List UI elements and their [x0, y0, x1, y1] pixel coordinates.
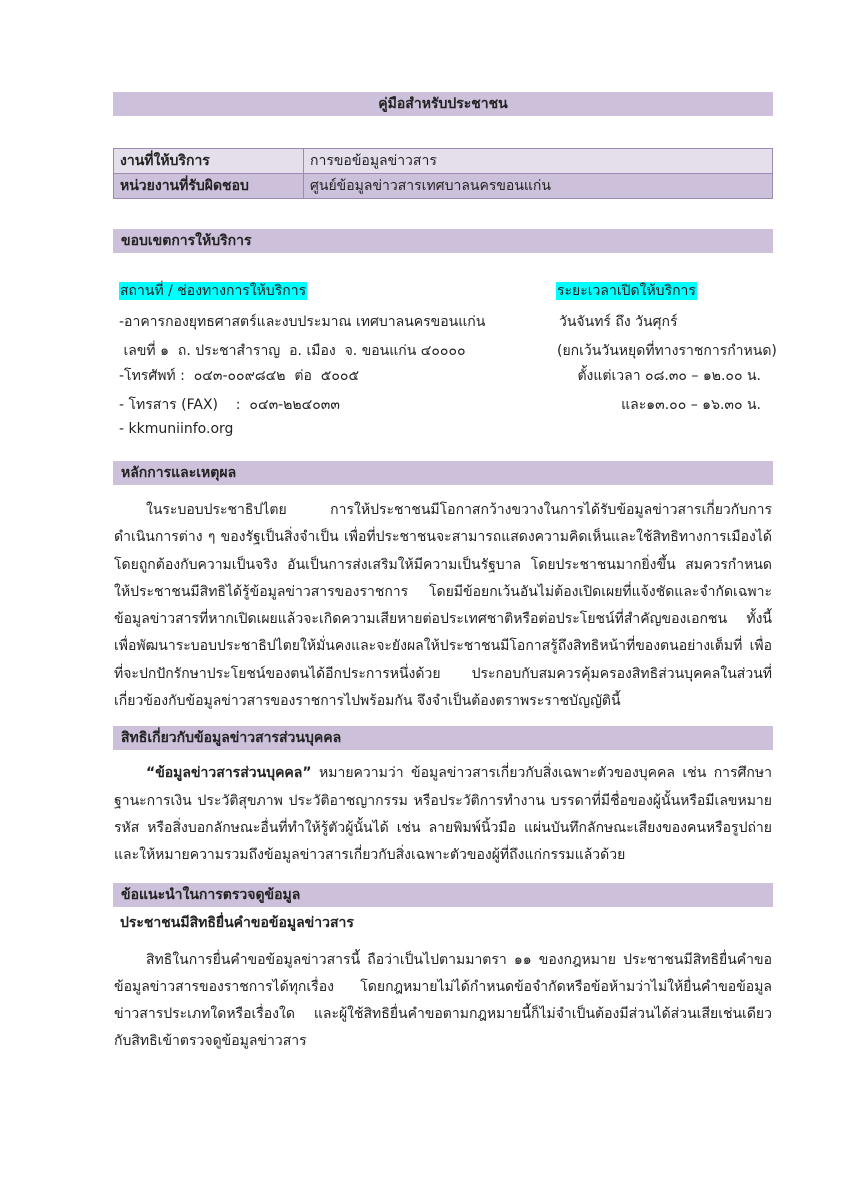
personal-heading: สิทธิเกี่ยวกับข้อมูลข่าวสารส่วนบุคคล [113, 726, 773, 750]
hours-line: (ยกเว้นวันหยุดที่ทางราชการกำหนด) [557, 343, 777, 359]
advice-text: สิทธิในการยื่นคำขอข้อมูลข่าวสารนี้ ถือว่าเป็นไปตามมาตรา ๑๑ ของกฎหมาย ประชาชนมีสิทธิยื่นคำขอข้อมูลข่าวสารของราชการได้ทุกเรื่อง โดยกฎหมายไม่ได้กำหนดข้อจำกัดหรือข้อห้ามว่าไม่ให้ยื่นคำขอข้อมูลข่าวสารประเภทใดหรือเรื่องใด และผู้ใช้สิทธิยื่นคำขอตามกฎหมายนี้ก็ไม่จำเป็นต้องมีส่วนได้ส่วนเสียเช่นเดียวกับสิทธิเข้าตรวจดูข้อมูลข่าวสาร [114, 951, 772, 1050]
personal-paragraph [113, 760, 773, 869]
document-title: คู่มือสำหรับประชาชน [113, 92, 773, 116]
location-line: - kkmuniinfo.org [119, 421, 234, 437]
location-line: -อาคารกองยุทธศาสตร์และงบประมาณ เทศบาลนครขอนแก่น [119, 314, 486, 330]
location-line: เลขที่ ๑ ถ. ประชาสำราญ อ. เมือง จ. ขอนแก่น ๔๐๐๐๐ [119, 343, 466, 359]
personal-term: “ข้อมูลข่าวสารส่วนบุคคล” [146, 765, 312, 782]
service-label: งานที่ให้บริการ [114, 149, 304, 174]
advice-heading: ข้อแนะนำในการตรวจดูข้อมูล [113, 883, 773, 907]
agency-row [114, 174, 773, 199]
service-info-table [113, 148, 773, 199]
document-page [113, 92, 777, 1056]
scope-columns [113, 280, 777, 450]
agency-label: หน่วยงานที่รับผิดชอบ [114, 174, 304, 199]
service-value: การขอข้อมูลข่าวสาร [304, 149, 773, 174]
location-line: -โทรศัพท์ : ๐๔๓-๐๐๙๘๔๒ ต่อ ๕๐๐๕ [119, 368, 360, 384]
hours-heading: ระยะเวลาเปิดให้บริการ [557, 283, 696, 299]
service-row [114, 149, 773, 174]
principles-heading: หลักการและเหตุผล [113, 461, 773, 485]
location-heading: สถานที่ / ช่องทางการให้บริการ [120, 283, 307, 299]
advice-subheading: ประชาชนมีสิทธิยื่นคำขอข้อมูลข่าวสาร [120, 914, 354, 931]
hours-line: วันจันทร์ ถึง วันศุกร์ [559, 314, 678, 330]
principles-text: ในระบอบประชาธิปไตย การให้ประชาชนมีโอกาสกว้างขวางในการได้รับข้อมูลข่าวสารเกี่ยวกับการดำเนินการต่าง ๆ ของรัฐเป็นสิ่งจำเป็น เพื่อที่ประชาชนจะสามารถแสดงความคิดเห็นและใช้สิทธิทางการเมืองได้โดยถูกต้องกับความเป็นจริง อันเป็นการส่งเสริมให้มีความเป็นรัฐบาล โดยประชาชนมากยิ่งขึ้น สมควรกำหนดให้ประชาชนมีสิทธิได้รู้ข้อมูลข่าวสารของราชการ โดยมีข้อยกเว้นอันไม่ต้องเปิดเผยที่แจ้งชัดและจำกัดเฉพาะข้อมูลข่าวสารที่หากเปิดเผยแล้วจะเกิดความเสียหายต่อประเทศชาติหรือต่อประโยชน์ที่สำคัญของเอกชน ทั้งนี้ เพื่อพัฒนาระบอบประชาธิปไตยให้มั่นคงและจะยังผลให้ประชาชนมีโอกาสรู้ถึงสิทธิหน้าที่ของตนอย่างเต็มที่ เพื่อที่จะปกปักรักษาประโยชน์ของตนได้อีกประการหนึ่งด้วย ประกอบกับสมควรคุ้มครองสิทธิส่วนบุคคลในส่วนที่เกี่ยวข้องกับข้อมูลข่าวสารของราชการไปพร้อมกัน จึงจำเป็นต้องตราพระราชบัญญัตินี้ [114, 502, 772, 710]
hours-line: และ๑๓.๐๐ – ๑๖.๓๐ น. [621, 397, 761, 413]
scope-heading: ขอบเขตการให้บริการ [113, 229, 773, 253]
hours-line: ตั้งแต่เวลา ๐๘.๓๐ – ๑๒.๐๐ น. [577, 368, 761, 384]
location-line: - โทรสาร (FAX) : ๐๔๓-๒๒๔๐๓๓ [119, 397, 340, 413]
personal-text: หมายความว่า ข้อมูลข่าวสารเกี่ยวกับสิ่งเฉพาะตัวของบุคคล เช่น การศึกษา ฐานะการเงิน ประวัติสุขภาพ ประวัติอาชญากรรม หรือประวัติการทำงาน บรรดาที่มีชื่อของผู้นั้นหรือมีเลขหมาย รหัส หรือสิ่งบอกลักษณะอื่นที่ทำให้รู้ตัวผู้นั้นได้ เช่น ลายพิมพ์นิ้วมือ แผ่นบันทึกลักษณะเสียงของคนหรือรูปถ่าย และให้หมายความรวมถึงข้อมูลข่าวสารเกี่ยวกับสิ่งเฉพาะตัวของผู้ที่ถึงแก่กรรมแล้วด้วย [114, 765, 772, 864]
agency-value: ศูนย์ข้อมูลข่าวสารเทศบาลนครขอนแก่น [304, 174, 773, 199]
